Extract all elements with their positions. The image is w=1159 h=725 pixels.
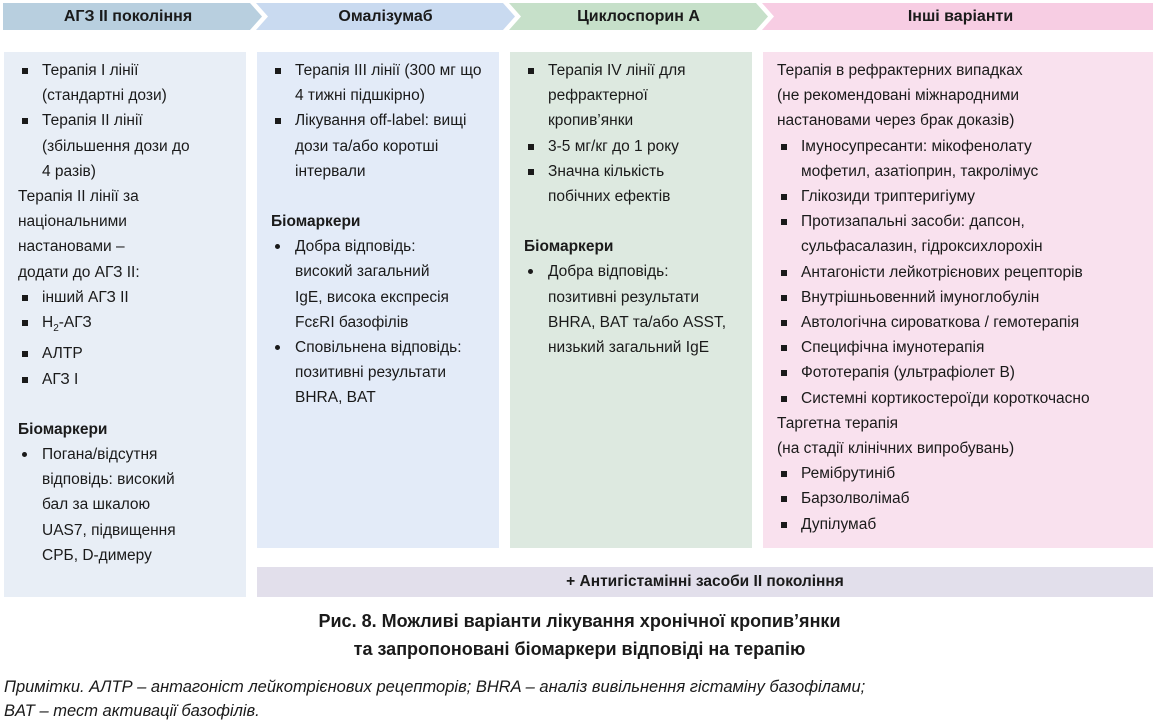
biomarkers-title: Біомаркери — [271, 213, 361, 231]
list-item: Протизапальні засоби: дапсон, сульфасалазин, гідроксихлорохін — [777, 209, 1101, 259]
list-item: Терапія II лінії (збільшення дози до 4 разів) — [18, 108, 192, 184]
biomarkers-title: Біомаркери — [18, 420, 108, 438]
notes-line-1: Примітки. АЛТР – антагоніст лейкотрієнових рецепторів; BHRA – аналіз вивільнення гістаміну базофілами; — [4, 678, 866, 696]
national-guidelines-text: Терапія II лінії за національними настановами – додати до АГЗ II: — [18, 188, 140, 281]
therapy-list — [524, 58, 740, 209]
list-item: АГЗ I — [18, 367, 234, 392]
biomarkers-list — [18, 442, 234, 568]
list-item: Значна кількість побічних ефектів — [524, 159, 708, 209]
second-gen-antihistamines-bar: + Антигістамінні засоби II покоління — [257, 567, 1153, 597]
list-item: Внутрішньовенний імуноглобулін — [777, 285, 1141, 310]
list-item: Імуносупресанти: мікофенолату мофетил, азатіоприн, такролімус — [777, 134, 1101, 184]
list-item: Фототерапія (ультрафіолет B) — [777, 360, 1141, 385]
list-item: Терапія IV лінії для рефрактерної кропив’янки — [524, 58, 708, 134]
h2-prefix: H — [42, 314, 54, 332]
refractory-intro-line: Терапія в рефрактерних випадках — [777, 62, 1023, 79]
column-cyclosporine — [510, 52, 752, 548]
h2-suffix: -АГЗ — [58, 314, 92, 332]
list-item: Антагоністи лейкотрієнових рецепторів — [777, 260, 1141, 285]
figure-notes — [4, 675, 1157, 723]
refractory-intro-line: настановами через брак доказів) — [777, 112, 1015, 130]
header-label-other: Інші варіанти — [907, 8, 1014, 25]
list-item: Терапія I лінії (стандартні дози) — [18, 58, 192, 108]
caption-line-1: Рис. 8. Можливі варіанти лікування хронічної кропив’янки — [318, 611, 841, 631]
header-label-omalizumab: Омалізумаб — [338, 8, 433, 25]
list-item: Добра відповідь: позитивні результати BHRA, BAT та/або ASST, низький загальний IgE — [524, 259, 728, 360]
list-item: Сповільнена відповідь: позитивні результати BHRA, BAT — [271, 335, 487, 411]
therapy-list — [18, 58, 234, 184]
list-item: інший АГЗ II — [18, 285, 234, 310]
h2-subscript: 2 — [53, 323, 59, 335]
biomarkers-list — [271, 234, 487, 410]
column-other-options — [763, 52, 1153, 548]
list-item: 3-5 мг/кг до 1 року — [524, 134, 740, 159]
targeted-therapy-subtitle: (на стадії клінічних випробувань) — [777, 440, 1015, 458]
list-item: Терапія III лінії (300 мг що 4 тижні підшкірно) — [271, 58, 487, 108]
add-on-list — [18, 285, 234, 392]
targeted-list — [777, 461, 1141, 537]
column-antihistamines — [4, 52, 246, 597]
targeted-therapy-title: Таргетна терапія — [777, 414, 899, 432]
list-item: Погана/відсутня відповідь: високий бал за шкалою UAS7, підвищення СРБ, D-димеру — [18, 442, 197, 568]
list-item: Дупілумаб — [777, 512, 1141, 537]
list-item: Ремібрутиніб — [777, 461, 1141, 486]
list-item-h2 — [18, 310, 234, 341]
list-item: Добра відповідь: високий загальний IgE, висока експресія FcεRI базофілів — [271, 234, 455, 335]
list-item: АЛТР — [18, 341, 234, 366]
therapy-list — [271, 58, 487, 184]
list-item: Системні кортикостероїди короткочасно — [777, 386, 1141, 411]
biomarkers-list — [524, 259, 740, 360]
list-item: Специфічна імунотерапія — [777, 335, 1141, 360]
biomarkers-title: Біомаркери — [524, 238, 614, 256]
list-item: Барзолволімаб — [777, 486, 1141, 511]
refractory-list — [777, 134, 1141, 411]
refractory-intro-line: (не рекомендовані міжнародними — [777, 87, 1020, 105]
figure-caption — [0, 607, 1159, 663]
list-item: Лікування off-label: вищі дози та/або коротші інтервали — [271, 108, 487, 184]
list-item: Глікозиди триптеригіуму — [777, 184, 1141, 209]
header-label-cyclosporine: Циклоспорин А — [577, 8, 700, 25]
header-label-antihistamines: АГЗ II покоління — [63, 8, 193, 25]
list-item: Автологічна сироваткова / гемотерапія — [777, 310, 1141, 335]
caption-line-2: та запропоновані біомаркери відповіді на терапію — [353, 639, 806, 659]
notes-line-2: BAT – тест активації базофілів. — [4, 702, 260, 720]
column-omalizumab — [257, 52, 499, 548]
